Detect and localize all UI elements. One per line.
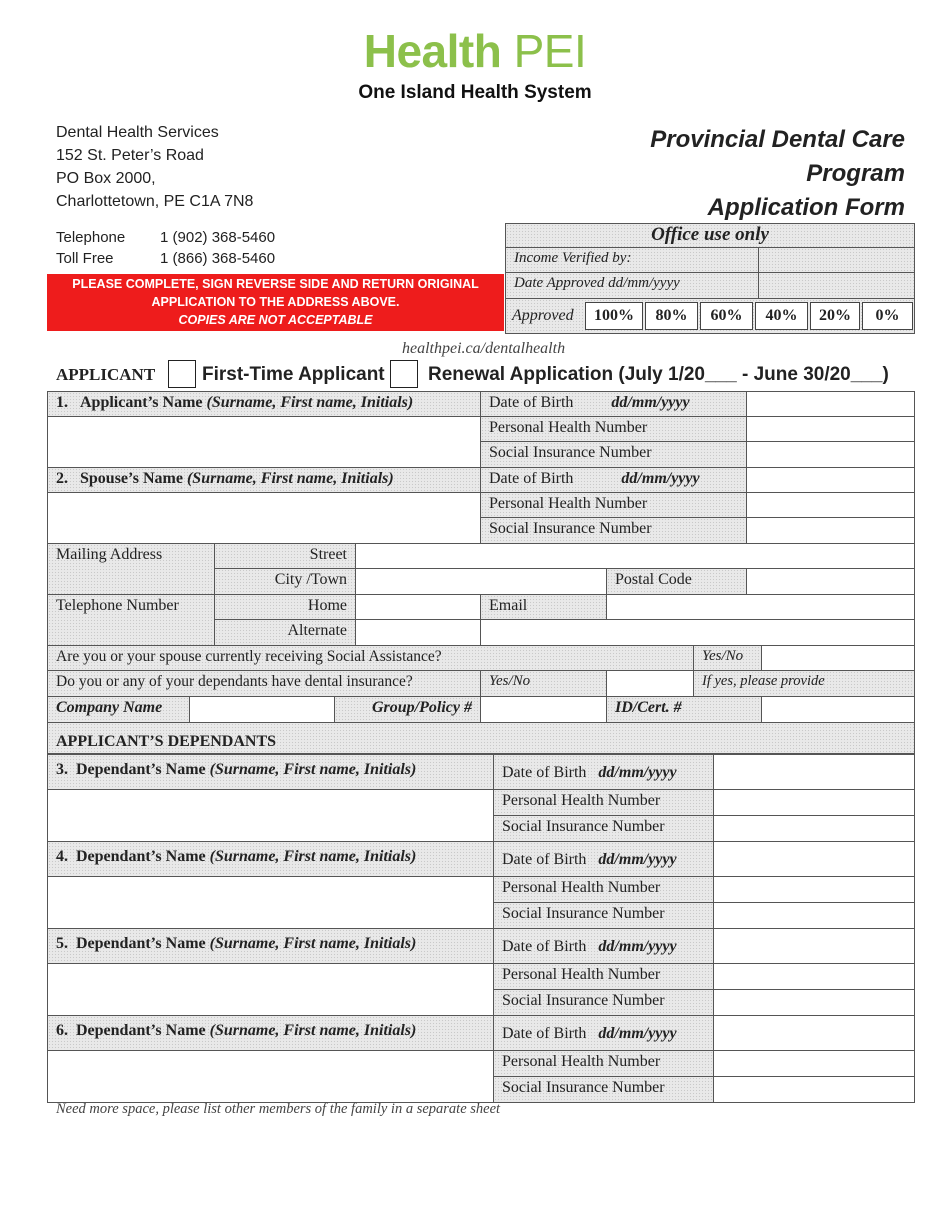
- approved-label: Approved: [512, 307, 574, 324]
- address-line-4: Charlottetown, PE C1A 7N8: [56, 193, 254, 210]
- postal-code-label: Postal Code: [606, 568, 747, 595]
- title-line-1: Provincial Dental Care: [650, 126, 905, 153]
- spouse-dob-label: [480, 467, 747, 493]
- dependant-dob-format: dd/mm/yyyy: [598, 1025, 677, 1042]
- alternate-extra-field[interactable]: [480, 619, 915, 646]
- spouse-name-label: Spouse’s Name: [80, 470, 183, 487]
- dependant-dob-format: dd/mm/yyyy: [598, 851, 677, 868]
- dependant-phn-field[interactable]: [713, 876, 915, 903]
- dependant-name-header: [47, 754, 494, 790]
- applicant-label: APPLICANT: [56, 365, 156, 384]
- dependant-sin-field[interactable]: [713, 1076, 915, 1103]
- dependant-phn-label: Personal Health Number: [493, 876, 714, 903]
- dependant-dob-label: [493, 928, 714, 964]
- notice-banner: [47, 274, 504, 331]
- dependant-dob-text: Date of Birth: [502, 938, 587, 955]
- approved-percent-option[interactable]: [862, 302, 913, 330]
- dependant-sin-label: Social Insurance Number: [493, 989, 714, 1016]
- alternate-phone-field[interactable]: [355, 619, 481, 646]
- applicant-name-field[interactable]: [47, 416, 481, 468]
- approved-percent-option[interactable]: [755, 302, 808, 330]
- alternate-phone-label: Alternate: [214, 619, 356, 646]
- dependant-num: 3.: [56, 761, 68, 778]
- dependant-dob-text: Date of Birth: [502, 764, 587, 781]
- applicant-name-header: [47, 391, 481, 417]
- dependant-dob-field[interactable]: [713, 1015, 915, 1051]
- dependant-name-field[interactable]: [47, 1050, 494, 1103]
- income-verified-label: Income Verified by:: [505, 247, 759, 273]
- dependant-name-header: [47, 928, 494, 964]
- tollfree-number: 1 (866) 368-5460: [160, 250, 276, 267]
- home-phone-label: Home: [214, 594, 356, 620]
- company-name-label: Company Name: [47, 696, 190, 723]
- dependant-sin-field[interactable]: [713, 989, 915, 1016]
- approved-percent-option[interactable]: [645, 302, 698, 330]
- dependant-phn-field[interactable]: [713, 963, 915, 990]
- title-line-3: Application Form: [707, 194, 905, 221]
- dependant-sin-field[interactable]: [713, 815, 915, 842]
- social-assistance-yesno: Yes/No: [693, 645, 762, 671]
- telephone-number: 1 (902) 368-5460: [160, 229, 276, 246]
- dependant-name-hint: (Surname, First name, Initials): [209, 1022, 417, 1039]
- dependant-dob-format: dd/mm/yyyy: [598, 764, 677, 781]
- approved-percent-label: 100%: [594, 307, 634, 324]
- dental-insurance-question: Do you or any of your dependants have dental insurance?: [47, 670, 481, 697]
- street-label: Street: [214, 543, 356, 569]
- id-cert-label: ID/Cert. #: [606, 696, 762, 723]
- spouse-name-hint: (Surname, First name, Initials): [186, 470, 394, 487]
- dependant-dob-label: [493, 1015, 714, 1051]
- applicant-sin-label: Social Insurance Number: [480, 441, 747, 468]
- applicant-dob-format: dd/mm/yyyy: [611, 394, 690, 411]
- spouse-dob-field[interactable]: [746, 467, 915, 493]
- first-time-checkbox[interactable]: [168, 360, 196, 388]
- mailing-address-label: Mailing Address: [47, 543, 215, 595]
- company-name-field[interactable]: [189, 696, 335, 723]
- approved-percent-option[interactable]: [810, 302, 860, 330]
- social-assistance-field[interactable]: [761, 645, 915, 671]
- approved-percent-label: 60%: [710, 307, 743, 324]
- logo-pei: PEI: [513, 25, 587, 77]
- postal-code-field[interactable]: [746, 568, 915, 595]
- street-field[interactable]: [355, 543, 915, 569]
- date-approved-field[interactable]: [758, 272, 915, 299]
- dependant-phn-label: Personal Health Number: [493, 963, 714, 990]
- footer-note: Need more space, please list other members of the family in a separate sheet: [56, 1101, 501, 1117]
- telephone-number-label: Telephone Number: [47, 594, 215, 646]
- notice-line-1: PLEASE COMPLETE, SIGN REVERSE SIDE AND RETURN ORIGINAL: [72, 277, 479, 291]
- dependant-sin-field[interactable]: [713, 902, 915, 929]
- dependant-num: 6.: [56, 1022, 68, 1039]
- notice-line-3: COPIES ARE NOT ACCEPTABLE: [178, 313, 373, 327]
- dependant-dob-field[interactable]: [713, 841, 915, 877]
- spouse-num: 2.: [56, 470, 68, 487]
- title-line-2: Program: [806, 160, 905, 187]
- form-title: [560, 123, 905, 225]
- applicant-name-label: Applicant’s Name: [80, 394, 203, 411]
- dependant-name-field[interactable]: [47, 963, 494, 1016]
- dependant-dob-format: dd/mm/yyyy: [598, 938, 677, 955]
- dental-insurance-yesno: Yes/No: [480, 670, 607, 697]
- spouse-name-field[interactable]: [47, 492, 481, 544]
- dependant-dob-text: Date of Birth: [502, 1025, 587, 1042]
- dependant-dob-field[interactable]: [713, 754, 915, 790]
- dependant-num: 4.: [56, 848, 68, 865]
- address-block: [56, 121, 253, 213]
- dependant-name-label: Dependant’s Name: [76, 1022, 206, 1039]
- approved-percent-label: 80%: [655, 307, 688, 324]
- dependant-dob-label: [493, 754, 714, 790]
- dependant-dob-label: [493, 841, 714, 877]
- income-verified-field[interactable]: [758, 247, 915, 273]
- tagline: One Island Health System: [358, 82, 592, 103]
- office-use-title: Office use only: [505, 223, 915, 248]
- spouse-sin-label: Social Insurance Number: [480, 517, 747, 544]
- approved-percent-label: 40%: [765, 307, 798, 324]
- applicant-name-hint: (Surname, First name, Initials): [206, 394, 414, 411]
- applicant-phn-label: Personal Health Number: [480, 416, 747, 442]
- group-policy-field[interactable]: [480, 696, 607, 723]
- logo-health: Health: [363, 25, 502, 77]
- logo: [0, 24, 950, 78]
- dependant-sin-label: Social Insurance Number: [493, 902, 714, 929]
- city-label: City /Town: [214, 568, 356, 595]
- address-line-2: 152 St. Peter’s Road: [56, 147, 204, 164]
- applicant-dob-text: Date of Birth: [489, 394, 574, 411]
- group-policy-label: Group/Policy #: [334, 696, 481, 723]
- dependant-sin-label: Social Insurance Number: [493, 1076, 714, 1103]
- applicant-sin-field[interactable]: [746, 441, 915, 468]
- dependant-name-label: Dependant’s Name: [76, 761, 206, 778]
- applicant-dob-field[interactable]: [746, 391, 915, 417]
- renewal-checkbox[interactable]: [390, 360, 418, 388]
- spouse-sin-field[interactable]: [746, 517, 915, 544]
- applicant-dob-label: [480, 391, 747, 417]
- renewal-label: Renewal Application (July 1/20___ - June 30/20___): [428, 364, 889, 385]
- dependant-name-hint: (Surname, First name, Initials): [209, 761, 417, 778]
- telephone-label: Telephone: [56, 229, 126, 246]
- email-label: Email: [480, 594, 607, 620]
- dental-insurance-field[interactable]: [606, 670, 694, 697]
- dependant-name-field[interactable]: [47, 876, 494, 929]
- spouse-dob-format: dd/mm/yyyy: [621, 470, 700, 487]
- applicant-num: 1.: [56, 394, 68, 411]
- applicant-phn-field[interactable]: [746, 416, 915, 442]
- dependant-name-header: [47, 841, 494, 877]
- dependant-phn-label: Personal Health Number: [493, 789, 714, 816]
- dependant-phn-field[interactable]: [713, 1050, 915, 1077]
- city-field[interactable]: [355, 568, 607, 595]
- spouse-phn-label: Personal Health Number: [480, 492, 747, 518]
- if-yes-provide-label: If yes, please provide: [693, 670, 915, 697]
- notice-line-2: APPLICATION TO THE ADDRESS ABOVE.: [151, 295, 400, 309]
- dependant-name-header: [47, 1015, 494, 1051]
- approved-percent-option[interactable]: [585, 302, 643, 330]
- id-cert-field[interactable]: [761, 696, 915, 723]
- dependant-name-hint: (Surname, First name, Initials): [209, 848, 417, 865]
- spouse-dob-text: Date of Birth: [489, 470, 574, 487]
- date-approved-label: Date Approved dd/mm/yyyy: [505, 272, 759, 299]
- dependant-name-label: Dependant’s Name: [76, 848, 206, 865]
- address-line-1: Dental Health Services: [56, 124, 219, 141]
- spouse-name-header: [47, 467, 481, 493]
- dependants-heading: APPLICANT’S DEPENDANTS: [47, 722, 915, 754]
- home-phone-field[interactable]: [355, 594, 481, 620]
- dependant-sin-label: Social Insurance Number: [493, 815, 714, 842]
- tollfree-label: Toll Free: [56, 250, 114, 267]
- dependant-phn-field[interactable]: [713, 789, 915, 816]
- dependant-name-field[interactable]: [47, 789, 494, 842]
- website: healthpei.ca/dentalhealth: [402, 340, 566, 357]
- dependant-dob-text: Date of Birth: [502, 851, 587, 868]
- dependant-dob-field[interactable]: [713, 928, 915, 964]
- social-assistance-question: Are you or your spouse currently receiving Social Assistance?: [47, 645, 694, 671]
- approved-percent-label: 20%: [819, 307, 851, 324]
- dependant-name-label: Dependant’s Name: [76, 935, 206, 952]
- first-time-label: First-Time Applicant: [202, 364, 385, 385]
- dependant-phn-label: Personal Health Number: [493, 1050, 714, 1077]
- email-field[interactable]: [606, 594, 915, 620]
- dependant-num: 5.: [56, 935, 68, 952]
- approved-percent-option[interactable]: [700, 302, 753, 330]
- approved-percent-label: 0%: [875, 307, 900, 324]
- address-line-3: PO Box 2000,: [56, 170, 156, 187]
- dependant-name-hint: (Surname, First name, Initials): [209, 935, 417, 952]
- spouse-phn-field[interactable]: [746, 492, 915, 518]
